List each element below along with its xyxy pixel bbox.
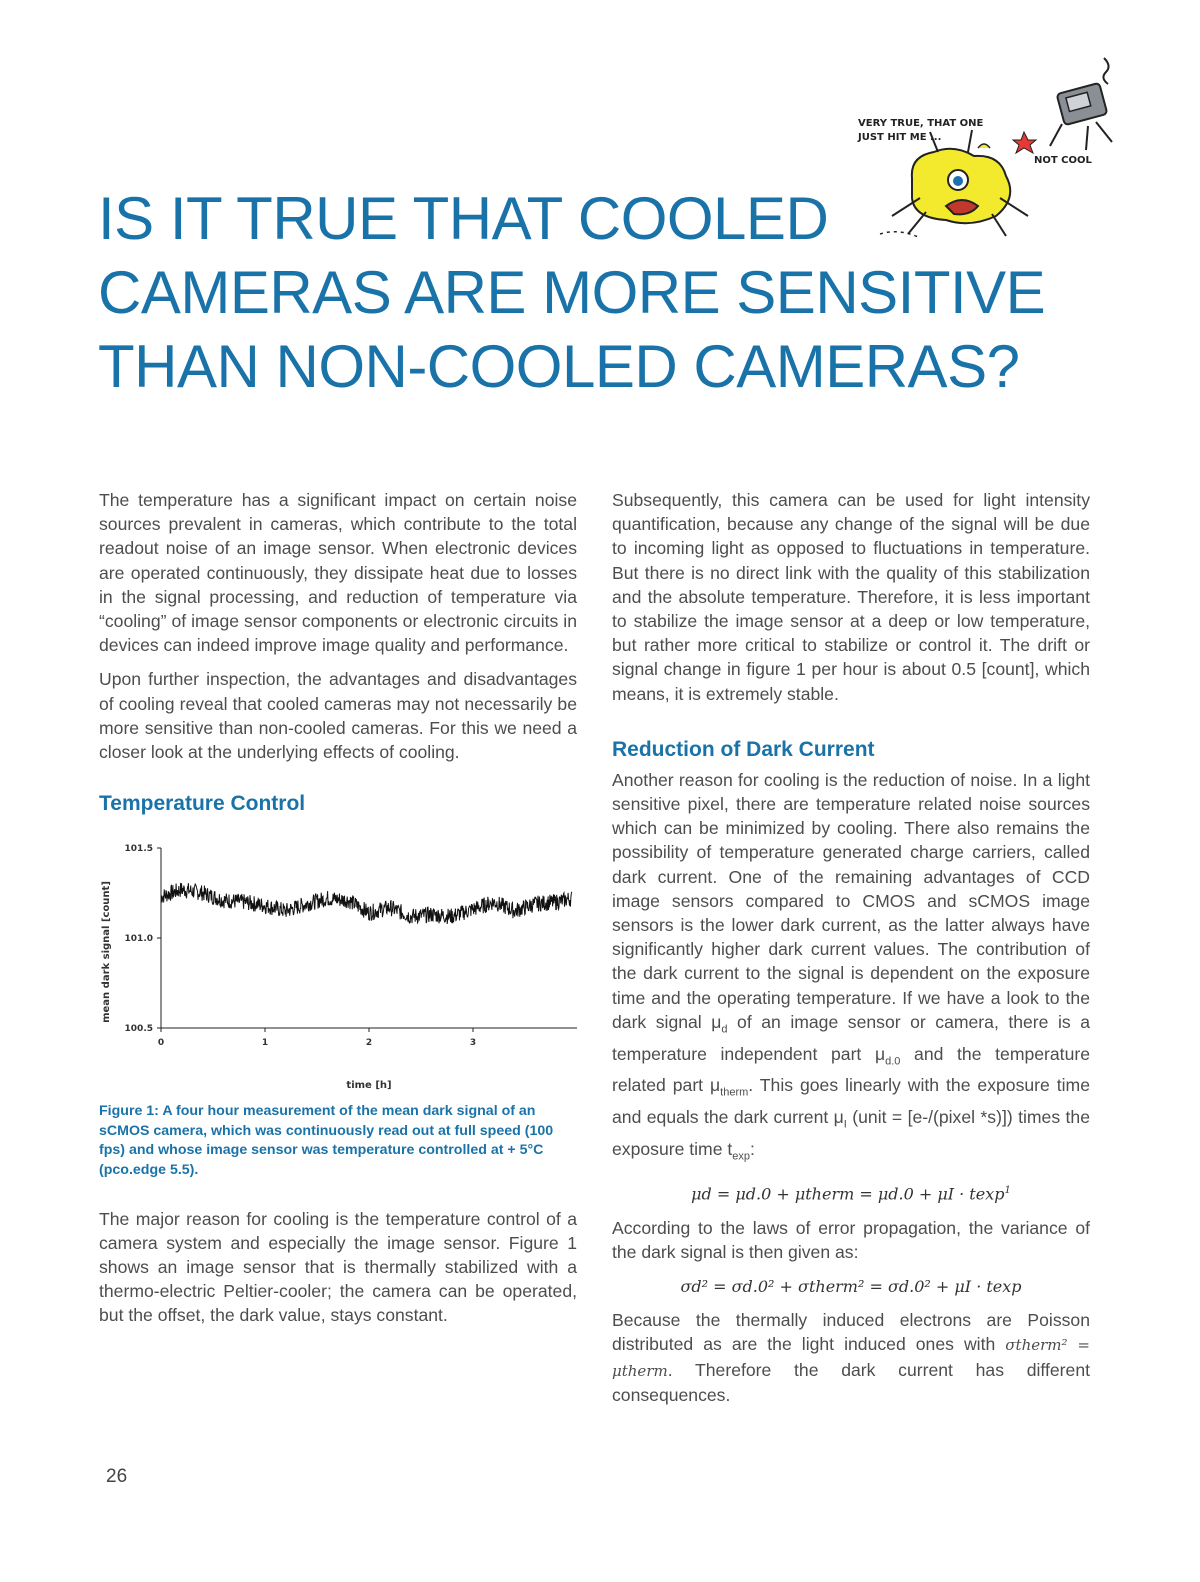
y-axis-label: mean dark signal [count] [101,881,112,1024]
dark-signal-chart [99,832,577,1094]
formula-2: σd² = σd.0² + σtherm² = σd.0² + μI · texp [680,1277,1022,1297]
sub-d0: d.0 [885,1055,901,1068]
dark-current-text-c: and the temperature related part μ [612,1043,1090,1096]
inspection-paragraph: Upon further inspection, the advantages and disadvantages of cooling reveal that cooled cameras may not necessarily be more sensitive than non-cooled cameras. For this we need a closer look at the underlying effects of cooling. [99,669,577,763]
dark-current-text-f: : [750,1138,755,1159]
x-tick-label: 2 [365,1038,373,1049]
x-tick-label: 3 [469,1038,477,1049]
page-title [98,182,1098,404]
formula-1-expression: μd = μd.0 + μtherm = μd.0 + μI · texp [691,1184,1005,1204]
dark-current-text-a: Another reason for cooling is the reduction of noise. In a light sensitive pixel, there are temperature related noise sources which can be minimized by cooling. There also remains the possibility of temperature generated charge carriers, called dark current. One of the remaining advantages of CCD image sensors compared to CMOS and sCMOS image sensors is the lower dark current, as the latter always have significantly higher dark current values. The contribution of the dark current to the signal is dependent on the exposure time and the operating temperature. If we have a look to the dark signal μ [612,769,1090,1032]
dark-current-text-b: of an image sensor or camera, there is a temperature independent part μ [612,1011,1090,1064]
figure-1 [99,832,577,1094]
figure-1-caption: Figure 1: A four hour measurement of the mean dark signal of an sCMOS camera, which was continuously read out at full speed (100 fps) and whose image sensor was temperature controlled at + 5°C (pco.edge 5.5). [99,1103,554,1179]
cooling-reason-paragraph: The major reason for cooling is the temperature control of a camera system and especially the image sensor. Figure 1 shows an image sensor that is thermally stabilized with a thermo-electric Peltier-cooler; the camera can be operated, but the offset, the dark value, stays constant. [99,1208,577,1326]
title-line-3: THAN NON-COOLED CAMERAS? [98,333,1020,400]
poisson-text-a: Because the thermally induced electrons are Poisson distributed as are the light induced ones with [612,1310,1090,1355]
page-number: 26 [106,1466,128,1487]
y-tick-label: 101.5 [124,844,153,855]
sub-i: I [843,1118,847,1131]
speech-right: NOT COOL [1034,155,1092,166]
right-column [612,488,1090,1417]
y-tick-label: 100.5 [124,1024,153,1035]
dark-current-heading: Reduction of Dark Current [612,737,875,761]
speech-left-line1: VERY TRUE, THAT ONE [858,118,984,129]
x-tick-label: 1 [261,1038,269,1049]
chart-series [161,883,572,924]
chart-ticks [125,844,477,1048]
poisson-math: σtherm² = μtherm [612,1336,1090,1380]
flying-camera-icon [1050,58,1112,150]
quantification-paragraph: Subsequently, this camera can be used for light intensity quantification, because any change of the signal will be due to incoming light as opposed to fluctuations in temperature. But there is no direct link with the quality of this stabilization and the absolute temperature. Therefore, it is less important to stabilize the image sensor at a deep or low temperature, but rather more critical to stabilize or control it. The drift or signal change in figure 1 per hour is about 0.5 [count], which means, it is extremely stable. [612,490,1090,704]
sub-d: d [721,1023,728,1036]
y-tick-label: 101.0 [124,934,153,945]
dark-signal-series-line [161,883,572,924]
dark-current-text-e: (unit = [e-/(pixel *s)]) times the exposure time t [612,1107,1090,1159]
poisson-text-b: . Therefore the dark current has different consequences. [612,1359,1090,1405]
speech-left-line2: JUST HIT ME ... [858,132,942,143]
error-propagation-paragraph: According to the laws of error propagation, the variance of the dark signal is then given as: [612,1217,1090,1262]
impact-star-icon [1013,132,1036,153]
formula-1-note: 1 [1004,1185,1011,1197]
title-line-1: IS IT TRUE THAT COOLED [98,185,829,252]
sub-exp: exp [732,1150,751,1163]
temperature-control-heading: Temperature Control [99,792,306,816]
sub-therm: therm [720,1086,749,1099]
title-line-2: CAMERAS ARE MORE SENSITIVE [98,259,1046,326]
x-tick-label: 0 [157,1038,165,1049]
dark-current-paragraph [612,768,1090,1169]
poisson-paragraph [612,1308,1090,1407]
left-column [99,488,577,1338]
x-axis-label: time [h] [346,1080,392,1092]
dark-current-text-d: . This goes linearly with the exposure time and equals the dark current μ [612,1075,1090,1128]
intro-paragraph: The temperature has a significant impact on certain noise sources prevalent in cameras, which contribute to the total readout noise of an image sensor. When electronic devices are operated continuously, they dissipate heat due to losses in the signal processing, and reduction of temperature via “cooling” of image sensor components or electronic circuits in devices can indeed improve image quality and performance. [99,490,577,656]
chart-axes [161,848,577,1028]
formula-1 [612,1178,1090,1207]
